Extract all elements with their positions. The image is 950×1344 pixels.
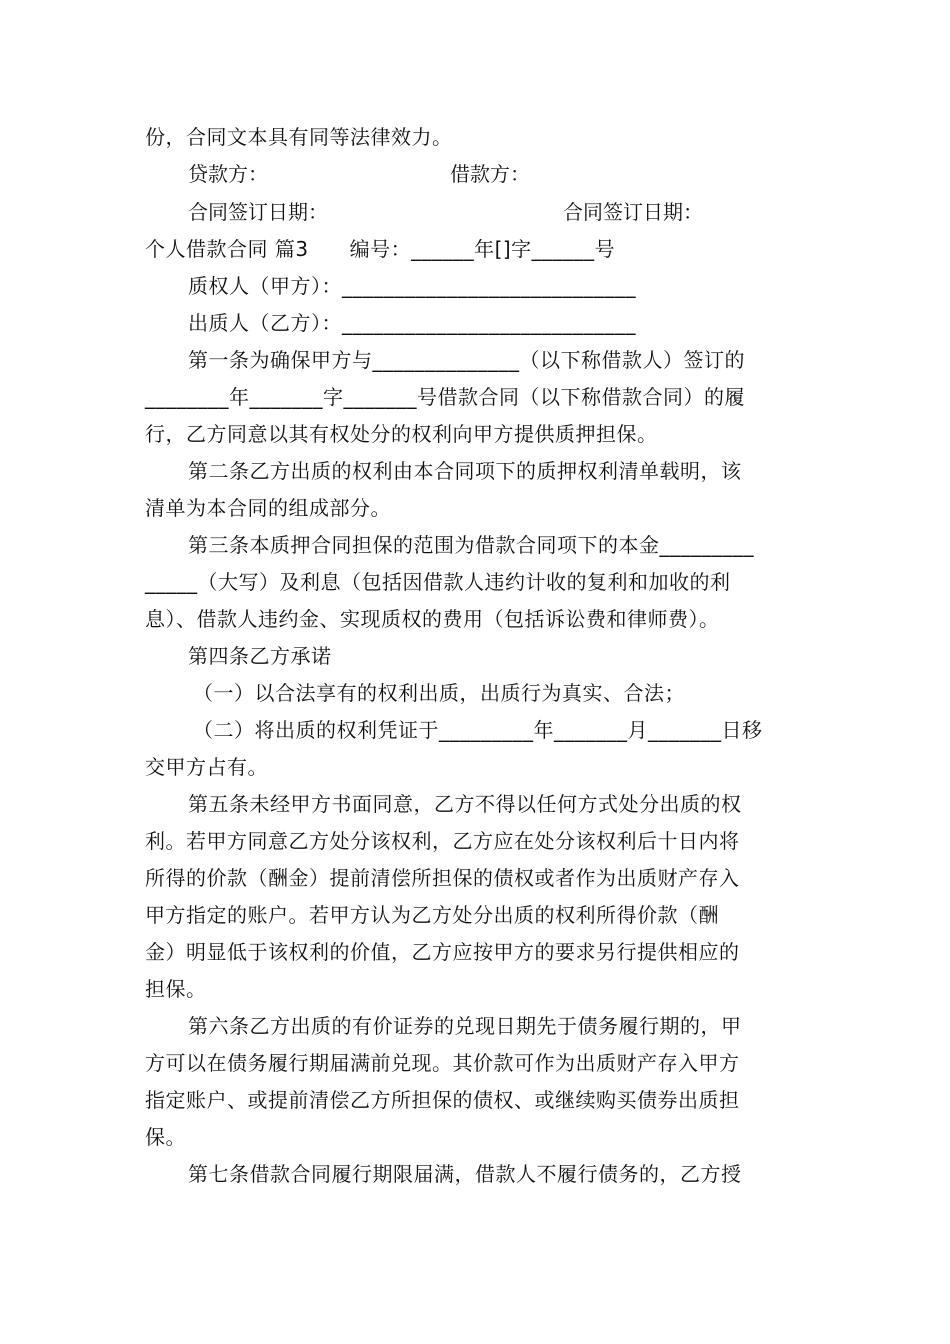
text-line: 利。若甲方同意乙方处分该权利，乙方应在处分该权利后十日内将 (145, 829, 740, 853)
text-line: 所得的价款（酬金）提前清偿所担保的债权或者作为出质财产存入 (145, 866, 740, 890)
text-line: 第五条未经甲方书面同意，乙方不得以任何方式处分出质的权 (188, 792, 742, 816)
text-line: 甲方指定的账户。若甲方认为乙方处分出质的权利所得价款（酬 (145, 903, 719, 927)
lender-label: 贷款方： (188, 162, 268, 186)
text-line: 息）、借款人违约金、实现质权的费用（包括诉讼费和律师费）。 (145, 607, 720, 631)
text-line: 第四条乙方承诺 (188, 644, 332, 668)
text-line: 出质人（乙方）：____________________________ (188, 311, 636, 335)
text-line: 第七条借款合同履行期限届满，借款人不履行债务的，乙方授 (188, 1162, 742, 1186)
text-line: 第六条乙方出质的有价证券的兑现日期先于债务履行期的，甲 (188, 1014, 742, 1038)
text-line: 金）明显低于该权利的价值，乙方应按甲方的要求另行提供相应的 (145, 940, 740, 964)
text-line: 行，乙方同意以其有权处分的权利向甲方提供质押担保。 (145, 422, 658, 446)
lender-sign-date: 合同签订日期： (188, 200, 328, 224)
borrower-label: 借款方： (450, 162, 530, 186)
text-line: 方可以在债务履行期届满前兑现。其价款可作为出质财产存入甲方 (145, 1051, 740, 1075)
section-heading: 个人借款合同 篇3 编号：______年[]字______号 (145, 237, 616, 261)
text-line: 交甲方占有。 (145, 755, 268, 779)
text-line: 质权人（甲方）：____________________________ (188, 274, 636, 298)
text-line: ________年_______字_______号借款合同（以下称借款合同）的履 (145, 385, 745, 409)
text-line: _____（大写）及利息（包括因借款人违约计收的复利和加收的利 (145, 570, 731, 594)
text-line: 第二条乙方出质的权利由本合同项下的质押权利清单载明，该 (188, 459, 742, 483)
text-line: 保。 (145, 1125, 186, 1149)
borrower-sign-date: 合同签订日期： (563, 200, 703, 224)
text-line: 指定账户、或提前清偿乙方所担保的债权、或继续购买债券出质担 (145, 1088, 740, 1112)
text-line: 担保。 (145, 977, 207, 1001)
text-line: （一）以合法享有的权利出质，出质行为真实、合法； (193, 681, 685, 705)
text-line: （二）将出质的权利凭证于_________年_______月_______日移 (193, 718, 763, 742)
text-line: 清单为本合同的组成部分。 (145, 496, 391, 520)
text-line: 第一条为确保甲方与______________（以下称借款人）签订的 (188, 348, 745, 372)
text-line: 份，合同文本具有同等法律效力。 (145, 125, 453, 149)
text-line: 第三条本质押合同担保的范围为借款合同项下的本金_________ (188, 533, 754, 557)
